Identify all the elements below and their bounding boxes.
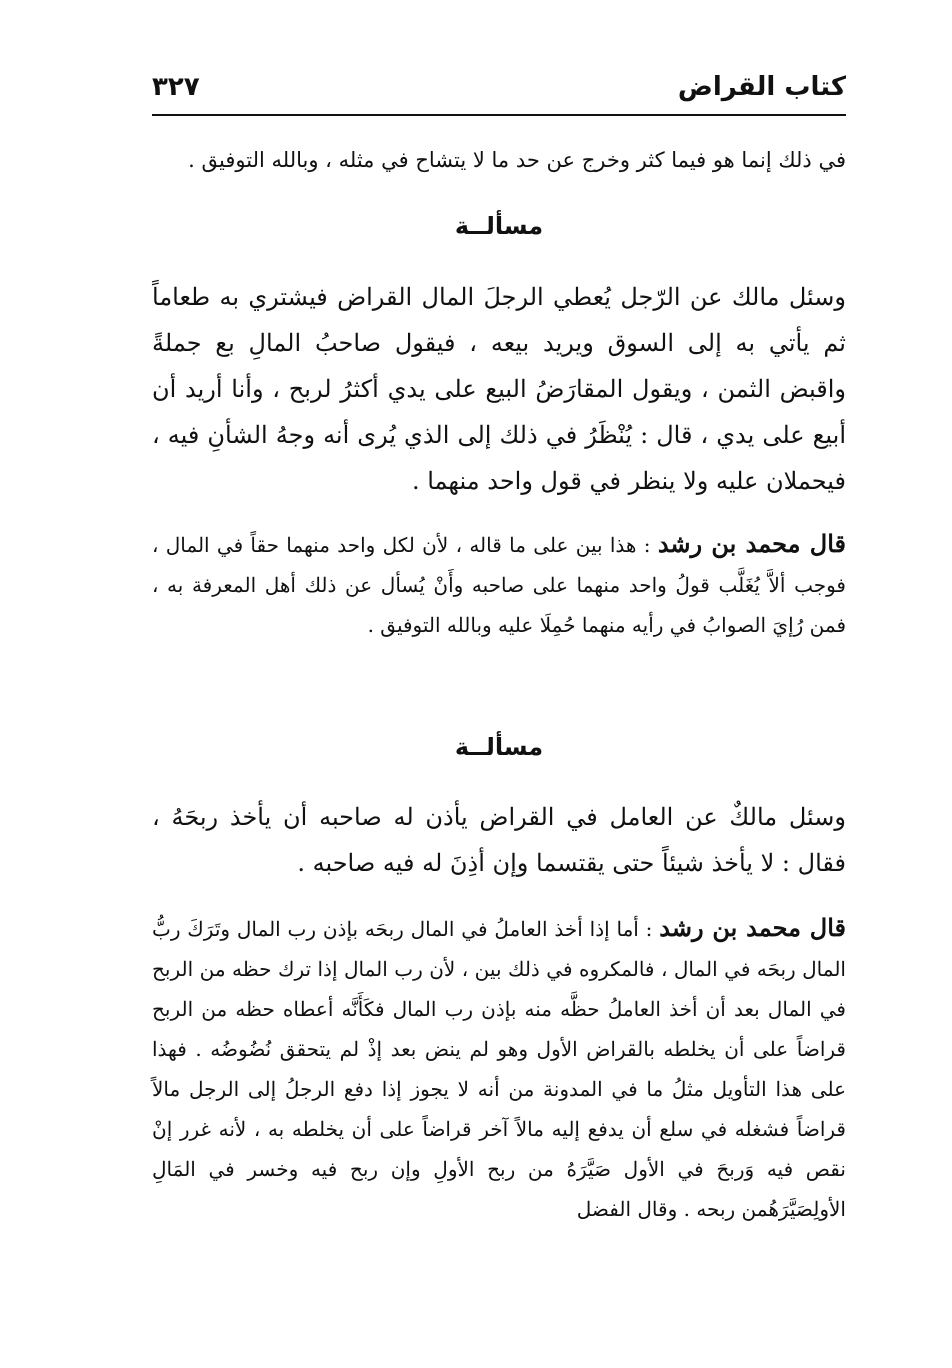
commentary-text: : أما إذا أخذ العاملُ في المال ربحَه بإذن رب المال وتَرَكَ ربُّ المال ربحَه في المال ، فالمكروه في ذلك بين ، لأن رب المال إذا ترك حظه من الربح في المال بعد أن أخذ العاملُ حظَّه منه بإذن رب المال فكَأَنَّه أعطاه حظه من الربح قراضاً على أن يخلطه بالقراض الأول وهو لم ينض بعد إذْ لم يتحقق نُضُوضُه . فهذا على هذا التأويل مثلُ ما في المدونة من أنه لا يجوز إذا دفع الرجلُ إلى الرجل مالاً قراضاً فشغله في سلع أن يدفع إليه مالاً آخر قراضاً على أن يخلطه به ، لأنه غرر إنْ نقص فيه وَربحَ في الأول صَيَّرَهُ من ربح الأولِ وإن ربح فيه وخسر في المَالِ الأولِصَيَّرَهُمن ربحه . وقال الفضل — [152, 917, 846, 1221]
commentary-paragraph — [152, 524, 846, 645]
running-title: كتاب القراض — [677, 72, 846, 102]
continuation-paragraph: في ذلك إنما هو فيما كثر وخرج عن حد ما لا يتشاح في مثله ، وبالله التوفيق . — [188, 148, 846, 172]
section-heading: مسألــة — [454, 733, 544, 761]
question-paragraph: وسئل مالكٌ عن العامل في القراض يأذن له صاحبه أن يأخذ ربحَهُ ، فقال : لا يأخذ شيئاً حتى يقتسما وإن أذِنَ له فيه صاحبه . — [152, 803, 846, 877]
section-heading: مسألــة — [454, 212, 544, 240]
commentator-name: قال محمد بن رشد — [659, 913, 847, 942]
page-number: ٣٢٧ — [152, 72, 200, 102]
question-paragraph: وسئل مالك عن الرّجل يُعطي الرجلَ المال القراض فيشتري به طعاماً ثم يأتي به إلى السوق ويريد بيعه ، فيقول صاحبُ المالِ بع جملةً واقبض الثمن ، ويقول المقارَضُ البيع على يدي أكثرُ لربح ، وأنا أريد أن أبيع على يدي ، قال : يُنْظَرُ في ذلك إلى الذي يُرى أنه وجهُ الشأنِ فيه ، فيحملان عليه ولا ينظر في قول واحد منهما . — [152, 283, 846, 495]
commentary-text: : هذا بين على ما قاله ، لأن لكل واحد منهما حقاً في المال ، فوجب ألاَّ يُغَلَّب قولُ واحد منهما على صاحبه وأَنْ يُسأل عن ذلك أهل المعرفة به ، فمن رُإيَ الصوابُ في رأيه منهما حُمِلَا عليه وبالله التوفيق . — [152, 533, 846, 637]
commentator-name: قال محمد بن رشد — [657, 529, 846, 558]
page-header — [152, 70, 846, 116]
commentary-paragraph — [152, 908, 846, 1229]
